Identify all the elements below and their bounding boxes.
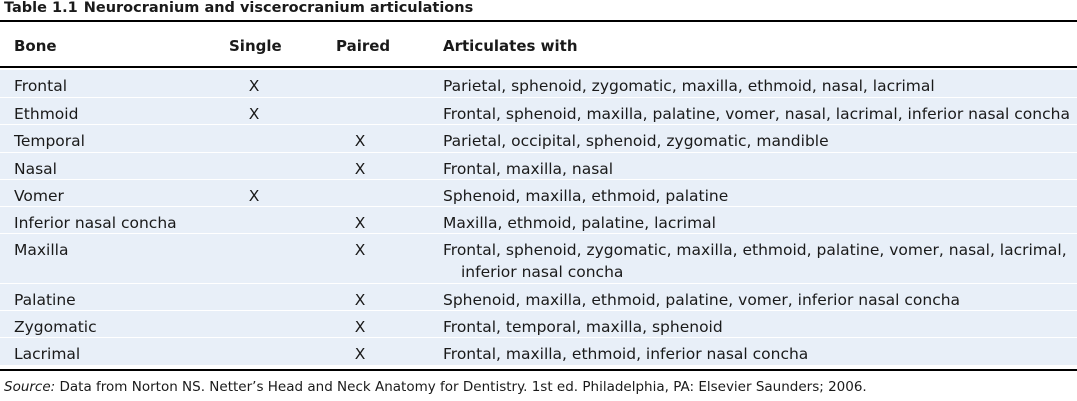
table-row [0, 311, 1077, 338]
table-title: Neurocranium and viscerocranium articulations [83, 0, 474, 16]
cell-paired: X [354, 214, 366, 232]
header-articulates: Articulates with [443, 37, 578, 55]
table-source [4, 378, 867, 396]
table-row [0, 207, 1077, 234]
table-caption [4, 0, 473, 20]
cell-bone: Lacrimal [14, 345, 81, 363]
source-label: Source: [4, 379, 56, 395]
source-text: Data from Norton NS. Netter’s Head and Neck Anatomy for Dentistry. 1st ed. Philadelphia, PA: Elsevier Saunders; 2006. [59, 379, 867, 395]
cell-paired: X [354, 291, 366, 309]
cell-bone: Maxilla [14, 241, 69, 259]
table-row [0, 70, 1077, 98]
header-paired: Paired [336, 37, 391, 55]
cell-articulates: Sphenoid, maxilla, ethmoid, palatine, vomer, inferior nasal concha [443, 291, 961, 309]
cell-articulates: Frontal, maxilla, ethmoid, inferior nasal concha [443, 345, 809, 363]
cell-articulates: Frontal, maxilla, nasal [443, 160, 614, 178]
table-header [0, 22, 1077, 66]
cell-bone: Inferior nasal concha [14, 214, 177, 232]
table-row [0, 98, 1077, 125]
cell-paired: X [354, 345, 366, 363]
cell-articulates: Sphenoid, maxilla, ethmoid, palatine [443, 187, 729, 205]
header-rule [0, 66, 1077, 68]
table-row [0, 284, 1077, 311]
cell-articulates: Frontal, temporal, maxilla, sphenoid [443, 318, 723, 336]
cell-paired: X [354, 318, 366, 336]
cell-bone: Nasal [14, 160, 57, 178]
cell-articulates: Parietal, sphenoid, zygomatic, maxilla, ethmoid, nasal, lacrimal [443, 77, 935, 95]
table-row [0, 153, 1077, 180]
cell-paired: X [354, 160, 366, 178]
cell-single: X [248, 77, 260, 95]
header-bone: Bone [14, 37, 57, 55]
cell-bone: Palatine [14, 291, 76, 309]
cell-articulates: Frontal, sphenoid, maxilla, palatine, vomer, nasal, lacrimal, inferior nasal concha [443, 105, 1070, 123]
table-number: Table 1.1 [4, 0, 78, 16]
cell-paired: X [354, 132, 366, 150]
cell-bone: Temporal [14, 132, 85, 150]
cell-bone: Ethmoid [14, 105, 79, 123]
table-row [0, 234, 1077, 284]
bottom-rule [0, 369, 1077, 371]
cell-articulates: Parietal, occipital, sphenoid, zygomatic, mandible [443, 132, 829, 150]
cell-paired: X [354, 241, 366, 259]
table-row [0, 180, 1077, 207]
cell-bone: Vomer [14, 187, 64, 205]
cell-bone: Zygomatic [14, 318, 97, 336]
header-single: Single [229, 37, 282, 55]
cell-bone: Frontal [14, 77, 68, 95]
table-row [0, 338, 1077, 366]
cell-single: X [248, 105, 260, 123]
table-body [0, 70, 1077, 366]
cell-articulates: Maxilla, ethmoid, palatine, lacrimal [443, 214, 716, 232]
cell-articulates: Frontal, sphenoid, zygomatic, maxilla, ethmoid, palatine, vomer, nasal, lacrimal, inferior nasal concha [443, 241, 1067, 281]
cell-single: X [248, 187, 260, 205]
table-row [0, 125, 1077, 153]
